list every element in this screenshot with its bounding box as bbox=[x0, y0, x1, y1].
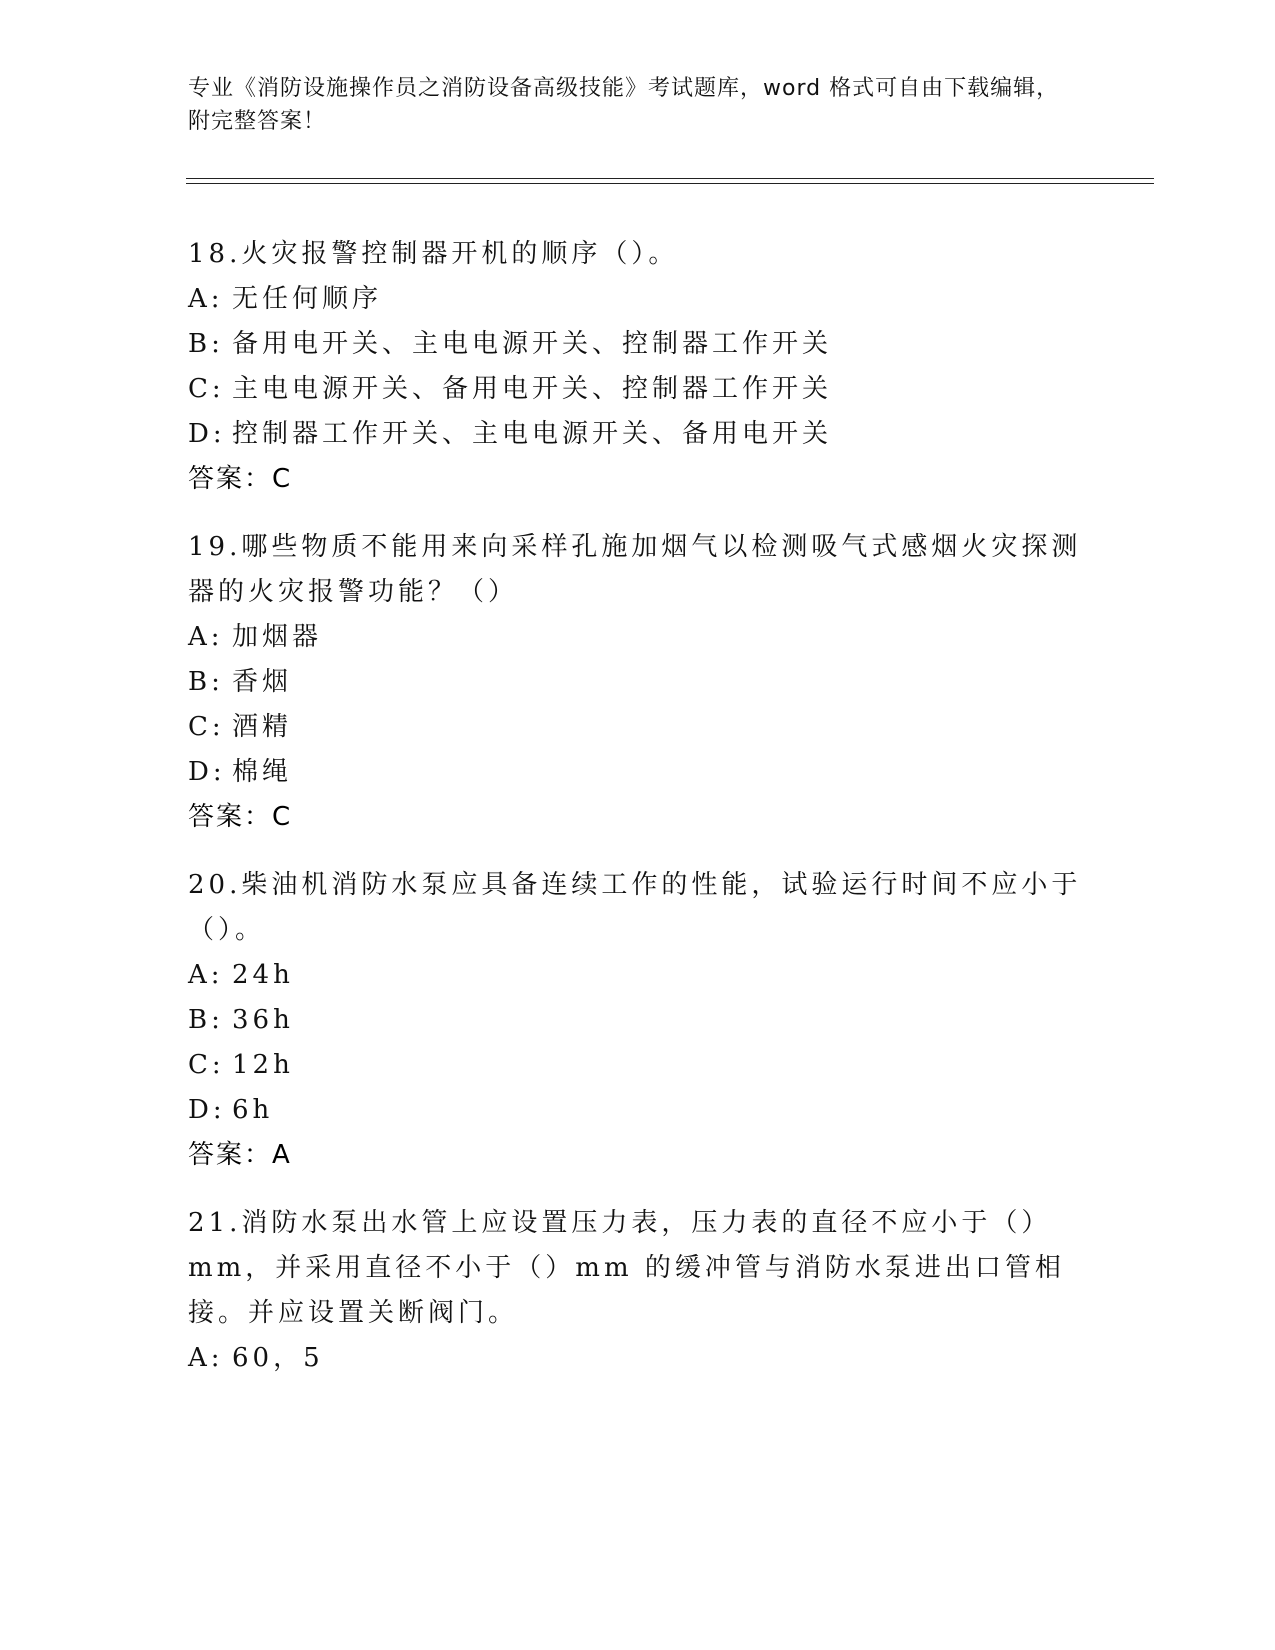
answer-option bbox=[188, 1043, 1088, 1088]
answer-option bbox=[188, 1088, 1088, 1133]
answer-option bbox=[188, 998, 1088, 1043]
option-text: 无任何顺序 bbox=[232, 284, 383, 314]
answer-option bbox=[188, 660, 1088, 705]
option-text: 加烟器 bbox=[232, 622, 323, 652]
option-text: 6h bbox=[232, 1095, 274, 1125]
option-text: 24h bbox=[232, 960, 294, 990]
question-stem: 19.哪些物质不能用来向采样孔施加烟气以检测吸气式感烟火灾探测器的火灾报警功能？（） bbox=[188, 532, 1082, 607]
option-key: D: bbox=[188, 1095, 226, 1125]
option-text: 主电电源开关、备用电开关、控制器工作开关 bbox=[232, 374, 833, 404]
option-key: A: bbox=[188, 960, 224, 990]
option-text: 备用电开关、主电电源开关、控制器工作开关 bbox=[232, 329, 833, 359]
option-text: 60，5 bbox=[232, 1343, 324, 1373]
option-text: 酒精 bbox=[232, 712, 293, 742]
option-key: D: bbox=[188, 757, 226, 787]
question-block bbox=[188, 525, 1088, 839]
answer-option bbox=[188, 1336, 1088, 1381]
option-text: 香烟 bbox=[232, 667, 293, 697]
option-text: 36h bbox=[232, 1005, 294, 1035]
option-key: C: bbox=[188, 1050, 225, 1080]
answer-option bbox=[188, 615, 1088, 660]
header-divider-bottom bbox=[186, 183, 1154, 184]
answer-option bbox=[188, 412, 1088, 457]
option-key: A: bbox=[188, 284, 224, 314]
answer-option bbox=[188, 322, 1088, 367]
option-key: B: bbox=[188, 667, 224, 697]
answer-option bbox=[188, 705, 1088, 750]
document-header: 专业《消防设施操作员之消防设备高级技能》考试题库，word 格式可自由下载编辑，附完整答案！ bbox=[188, 76, 1060, 134]
answer-option bbox=[188, 953, 1088, 998]
question-stem: 21.消防水泵出水管上应设置压力表，压力表的直径不应小于（）mm，并采用直径不小于（）mm 的缓冲管与消防水泵进出口管相接。并应设置关断阀门。 bbox=[188, 1208, 1065, 1328]
option-text: 12h bbox=[232, 1050, 294, 1080]
option-key: C: bbox=[188, 712, 225, 742]
question-list bbox=[188, 232, 1088, 1405]
answer-option bbox=[188, 750, 1088, 795]
option-key: A: bbox=[188, 622, 224, 652]
answer-line: 答案：C bbox=[188, 464, 293, 494]
option-text: 控制器工作开关、主电电源开关、备用电开关 bbox=[232, 419, 833, 449]
question-block bbox=[188, 863, 1088, 1177]
question-stem: 18.火灾报警控制器开机的顺序（）。 bbox=[188, 239, 679, 269]
option-key: C: bbox=[188, 374, 225, 404]
option-text: 棉绳 bbox=[232, 757, 293, 787]
option-key: D: bbox=[188, 419, 226, 449]
answer-line: 答案：C bbox=[188, 802, 293, 832]
option-key: B: bbox=[188, 329, 224, 359]
question-block bbox=[188, 1201, 1088, 1381]
question-stem: 20.柴油机消防水泵应具备连续工作的性能，试验运行时间不应小于（）。 bbox=[188, 870, 1082, 945]
question-block bbox=[188, 232, 1088, 501]
answer-option bbox=[188, 277, 1088, 322]
answer-line: 答案：A bbox=[188, 1140, 292, 1170]
option-key: A: bbox=[188, 1343, 224, 1373]
answer-option bbox=[188, 367, 1088, 412]
option-key: B: bbox=[188, 1005, 224, 1035]
header-divider-top bbox=[186, 178, 1154, 179]
